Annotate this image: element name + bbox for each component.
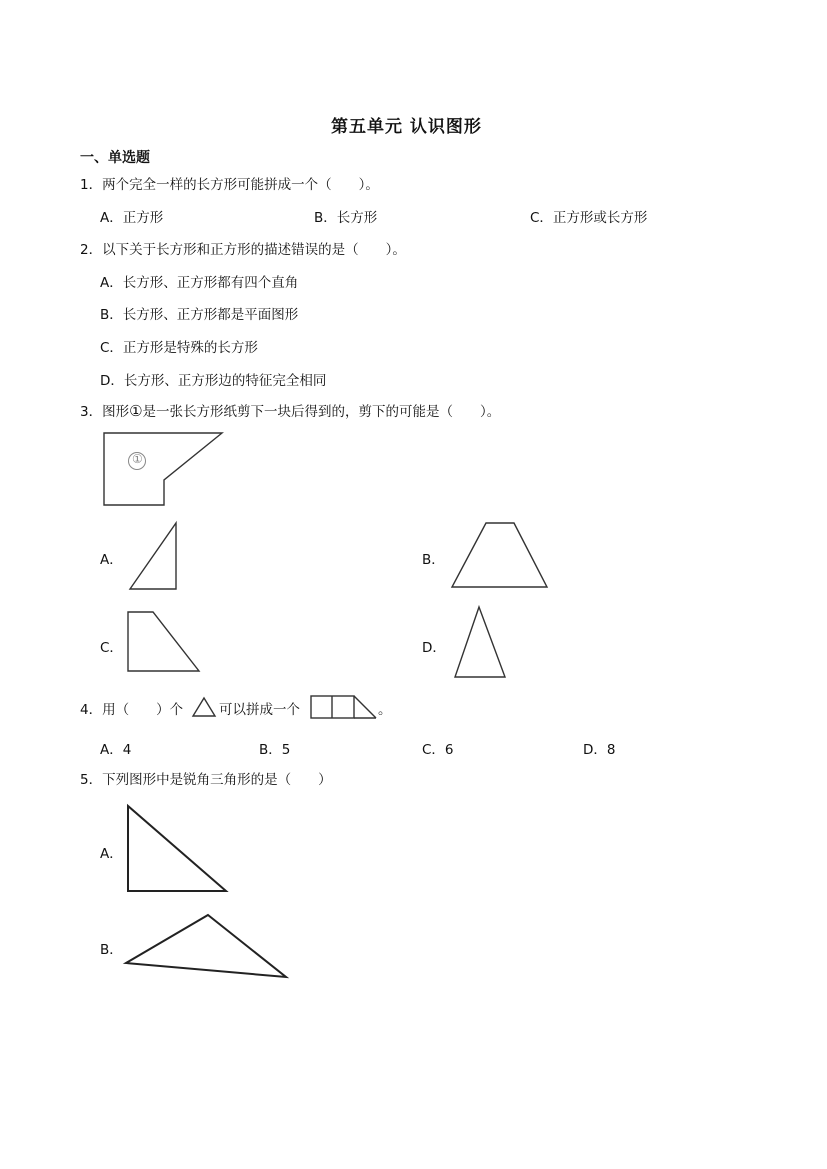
question-5-text: 5．下列图形中是锐角三角形的是（ ） (80, 772, 332, 788)
q3-text-after: 是一张长方形纸剪下一块后得到的，剪下的可能是（ ）。 (142, 404, 501, 420)
q3-text-before: 3．图形 (80, 404, 130, 420)
q4-option-c[interactable]: C．6 (422, 742, 454, 758)
section-heading: 一、单选题 (80, 150, 150, 166)
question-2-text: 2．以下关于长方形和正方形的描述错误的是（ ）。 (80, 242, 406, 258)
question-1-text: 1．两个完全一样的长方形可能拼成一个（ ）。 (80, 177, 379, 193)
question-4-text-start: 4．用（ ）个 (80, 702, 184, 718)
q4-option-b[interactable]: B．5 (259, 742, 291, 758)
q1-option-b[interactable]: B．长方形 (314, 210, 378, 226)
q5-shape-a-right-triangle[interactable] (128, 806, 226, 891)
question-4-text-middle: 可以拼成一个 (219, 702, 300, 718)
q3-option-b[interactable]: B． (422, 552, 445, 568)
q1-option-c[interactable]: C．正方形或长方形 (530, 210, 648, 226)
q5-option-a[interactable]: A． (100, 846, 123, 862)
q2-option-c[interactable]: C．正方形是特殊的长方形 (100, 340, 258, 356)
q3-figure-label: ① (132, 452, 143, 466)
q2-option-b[interactable]: B．长方形、正方形都是平面图形 (100, 307, 299, 323)
q5-shape-b-obtuse-triangle[interactable] (126, 915, 286, 977)
q3-circled-number: ① (129, 402, 143, 420)
page-title: 第五单元 认识图形 (331, 117, 482, 137)
q3-option-c[interactable]: C． (100, 640, 123, 656)
q2-option-a[interactable]: A．长方形、正方形都有四个直角 (100, 275, 299, 291)
q3-option-d[interactable]: D． (422, 640, 446, 656)
q3-option-a[interactable]: A． (100, 552, 123, 568)
q2-option-d[interactable]: D．长方形、正方形边的特征完全相同 (100, 373, 327, 389)
q4-option-a[interactable]: A．4 (100, 742, 132, 758)
q5-option-b[interactable]: B． (100, 942, 123, 958)
q4-option-d[interactable]: D．8 (583, 742, 616, 758)
question-4-text-end: 。 (378, 702, 392, 718)
q1-option-a[interactable]: A．正方形 (100, 210, 164, 226)
